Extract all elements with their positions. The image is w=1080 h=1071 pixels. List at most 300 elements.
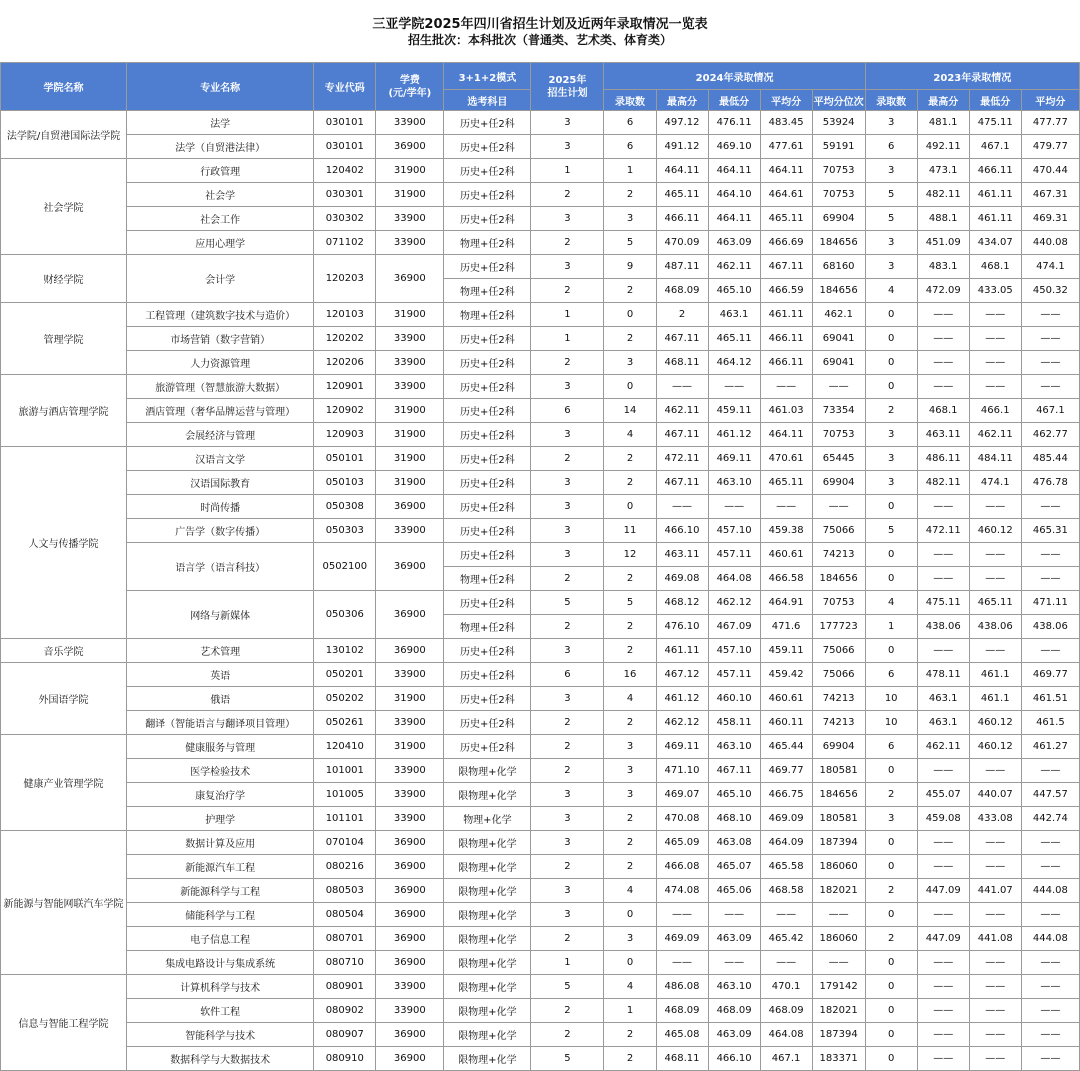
table-row (1, 927, 1080, 951)
avg-score-2024: —— (760, 495, 812, 519)
subject-requirement: 限物理+化学 (444, 951, 531, 975)
avg-score-2023: —— (1021, 759, 1079, 783)
max-score-2024: 469.08 (656, 567, 708, 591)
min-score-2024: 469.10 (708, 135, 760, 159)
tuition-fee: 36900 (376, 951, 444, 975)
min-score-2024: —— (708, 375, 760, 399)
table-row (1, 1023, 1080, 1047)
major-code: 030101 (314, 135, 376, 159)
major-name: 电子信息工程 (127, 927, 314, 951)
table-row (1, 447, 1080, 471)
min-score-2023: —— (969, 951, 1021, 975)
min-score-2023: 484.11 (969, 447, 1021, 471)
avg-score-2024: 465.42 (760, 927, 812, 951)
major-code: 030101 (314, 111, 376, 135)
major-name: 储能科学与工程 (127, 903, 314, 927)
avg-score-2024: 464.91 (760, 591, 812, 615)
major-name: 俄语 (127, 687, 314, 711)
max-score-2023: 451.09 (917, 231, 969, 255)
major-code: 080710 (314, 951, 376, 975)
plan-2025: 2 (531, 351, 604, 375)
subject-requirement: 历史+任2科 (444, 519, 531, 543)
avg-score-2024: 464.09 (760, 831, 812, 855)
avg-score-2023: —— (1021, 495, 1079, 519)
admitted-2023: 6 (865, 135, 917, 159)
table-row (1, 903, 1080, 927)
avg-rank-2024: 69904 (812, 471, 865, 495)
plan-2025: 2 (531, 759, 604, 783)
max-score-2024: 470.09 (656, 231, 708, 255)
max-score-2023: —— (917, 567, 969, 591)
avg-rank-2024: 180581 (812, 807, 865, 831)
admitted-2023: 0 (865, 999, 917, 1023)
avg-rank-2024: 69904 (812, 207, 865, 231)
max-score-2024: 467.11 (656, 423, 708, 447)
plan-2025: 6 (531, 399, 604, 423)
subject-requirement: 历史+任2科 (444, 423, 531, 447)
plan-2025: 3 (531, 831, 604, 855)
avg-score-2023: 465.31 (1021, 519, 1079, 543)
major-code: 101005 (314, 783, 376, 807)
max-score-2023: 492.11 (917, 135, 969, 159)
avg-score-2023: 477.77 (1021, 111, 1079, 135)
table-row (1, 807, 1080, 831)
major-code: 120203 (314, 255, 376, 303)
admitted-2023: 0 (865, 375, 917, 399)
table-row (1, 591, 1080, 615)
subject-requirement: 限物理+化学 (444, 783, 531, 807)
tuition-fee: 36900 (376, 927, 444, 951)
plan-2025: 2 (531, 927, 604, 951)
major-code: 080902 (314, 999, 376, 1023)
col-min-2023: 最低分 (969, 90, 1021, 111)
min-score-2024: 468.09 (708, 999, 760, 1023)
max-score-2024: 491.12 (656, 135, 708, 159)
avg-score-2024: 464.11 (760, 423, 812, 447)
avg-rank-2024: 75066 (812, 663, 865, 687)
max-score-2023: 459.08 (917, 807, 969, 831)
admitted-2023: 2 (865, 927, 917, 951)
admitted-2024: 14 (604, 399, 656, 423)
avg-score-2024: 466.11 (760, 327, 812, 351)
min-score-2024: 469.11 (708, 447, 760, 471)
subject-requirement: 历史+任2科 (444, 687, 531, 711)
avg-score-2023: 461.27 (1021, 735, 1079, 759)
min-score-2023: —— (969, 1047, 1021, 1071)
major-code: 080504 (314, 903, 376, 927)
major-code: 030302 (314, 207, 376, 231)
tuition-fee: 36900 (376, 855, 444, 879)
avg-score-2023: —— (1021, 903, 1079, 927)
major-name: 英语 (127, 663, 314, 687)
min-score-2023: —— (969, 999, 1021, 1023)
table-row (1, 423, 1080, 447)
max-score-2024: 465.08 (656, 1023, 708, 1047)
avg-rank-2024: 74213 (812, 711, 865, 735)
admitted-2024: 11 (604, 519, 656, 543)
major-name: 网络与新媒体 (127, 591, 314, 639)
page-title: 三亚学院2025年四川省招生计划及近两年录取情况一览表 (372, 17, 708, 32)
tuition-fee: 36900 (376, 903, 444, 927)
admitted-2024: 0 (604, 495, 656, 519)
max-score-2023: 472.11 (917, 519, 969, 543)
min-score-2024: —— (708, 903, 760, 927)
avg-rank-2024: 179142 (812, 975, 865, 999)
tuition-fee: 31900 (376, 471, 444, 495)
admitted-2024: 3 (604, 759, 656, 783)
tuition-fee: 31900 (376, 183, 444, 207)
min-score-2024: 457.11 (708, 663, 760, 687)
min-score-2023: 440.07 (969, 783, 1021, 807)
plan-2025: 1 (531, 327, 604, 351)
college-name: 财经学院 (1, 255, 127, 303)
major-code: 120902 (314, 399, 376, 423)
max-score-2023: —— (917, 1023, 969, 1047)
max-score-2023: 478.11 (917, 663, 969, 687)
major-name: 社会工作 (127, 207, 314, 231)
avg-score-2023: —— (1021, 831, 1079, 855)
tuition-fee: 33900 (376, 351, 444, 375)
avg-score-2023: 461.51 (1021, 687, 1079, 711)
major-code: 080503 (314, 879, 376, 903)
max-score-2023: —— (917, 855, 969, 879)
avg-rank-2024: 53924 (812, 111, 865, 135)
tuition-fee: 31900 (376, 447, 444, 471)
admitted-2024: 2 (604, 639, 656, 663)
major-code: 120402 (314, 159, 376, 183)
avg-score-2023: 469.31 (1021, 207, 1079, 231)
avg-score-2023: 485.44 (1021, 447, 1079, 471)
tuition-fee: 36900 (376, 135, 444, 159)
max-score-2023: 463.11 (917, 423, 969, 447)
avg-score-2024: 464.61 (760, 183, 812, 207)
min-score-2023: 438.06 (969, 615, 1021, 639)
avg-rank-2024: 59191 (812, 135, 865, 159)
subject-requirement: 限物理+化学 (444, 831, 531, 855)
major-code: 080701 (314, 927, 376, 951)
major-name: 旅游管理（智慧旅游大数据） (127, 375, 314, 399)
avg-score-2024: 466.69 (760, 231, 812, 255)
plan-2025: 5 (531, 1047, 604, 1071)
college-name: 法学院/自贸港国际法学院 (1, 111, 127, 159)
subject-requirement: 历史+任2科 (444, 735, 531, 759)
subject-requirement: 物理+化学 (444, 807, 531, 831)
subject-requirement: 历史+任2科 (444, 663, 531, 687)
max-score-2023: 462.11 (917, 735, 969, 759)
tuition-fee: 36900 (376, 639, 444, 663)
avg-score-2023: 461.5 (1021, 711, 1079, 735)
min-score-2024: 457.11 (708, 543, 760, 567)
subject-requirement: 物理+任2科 (444, 279, 531, 303)
plan-2025: 3 (531, 255, 604, 279)
admitted-2023: 0 (865, 975, 917, 999)
admitted-2023: 0 (865, 831, 917, 855)
max-score-2024: 2 (656, 303, 708, 327)
max-score-2023: 447.09 (917, 927, 969, 951)
avg-score-2023: —— (1021, 1023, 1079, 1047)
avg-score-2023: —— (1021, 951, 1079, 975)
avg-rank-2024: 184656 (812, 567, 865, 591)
table-body (1, 111, 1080, 1071)
min-score-2024: 463.09 (708, 1023, 760, 1047)
table-row (1, 975, 1080, 999)
plan-2025: 2 (531, 567, 604, 591)
min-score-2024: 464.11 (708, 159, 760, 183)
avg-rank-2024: 182021 (812, 999, 865, 1023)
plan-2025: 2 (531, 711, 604, 735)
max-score-2023: 486.11 (917, 447, 969, 471)
table-row (1, 159, 1080, 183)
title-block (0, 0, 1080, 62)
subject-requirement: 历史+任2科 (444, 255, 531, 279)
max-score-2024: —— (656, 375, 708, 399)
avg-rank-2024: 73354 (812, 399, 865, 423)
min-score-2024: 459.11 (708, 399, 760, 423)
plan-2025: 2 (531, 999, 604, 1023)
avg-score-2024: 468.09 (760, 999, 812, 1023)
major-code: 130102 (314, 639, 376, 663)
min-score-2024: 476.11 (708, 111, 760, 135)
plan-2025: 2 (531, 279, 604, 303)
admitted-2024: 0 (604, 903, 656, 927)
avg-score-2024: 466.75 (760, 783, 812, 807)
admitted-2024: 2 (604, 807, 656, 831)
subject-requirement: 历史+任2科 (444, 399, 531, 423)
admitted-2024: 2 (604, 855, 656, 879)
min-score-2023: —— (969, 831, 1021, 855)
min-score-2024: 462.11 (708, 255, 760, 279)
major-name: 工程管理（建筑数字技术与造价） (127, 303, 314, 327)
header-row-1 (1, 63, 1080, 90)
admitted-2024: 2 (604, 471, 656, 495)
admitted-2024: 16 (604, 663, 656, 687)
admitted-2024: 2 (604, 279, 656, 303)
major-code: 050103 (314, 471, 376, 495)
table-row (1, 951, 1080, 975)
max-score-2024: 474.08 (656, 879, 708, 903)
min-score-2024: 463.10 (708, 735, 760, 759)
tuition-fee: 31900 (376, 303, 444, 327)
admitted-2024: 2 (604, 567, 656, 591)
college-name: 管理学院 (1, 303, 127, 375)
col-admitted-2023: 录取数 (865, 90, 917, 111)
max-score-2023: 463.1 (917, 687, 969, 711)
admitted-2023: 0 (865, 951, 917, 975)
tuition-fee: 33900 (376, 207, 444, 231)
subject-requirement: 限物理+化学 (444, 903, 531, 927)
college-name: 人文与传播学院 (1, 447, 127, 639)
min-score-2024: 464.10 (708, 183, 760, 207)
min-score-2023: 460.12 (969, 711, 1021, 735)
admitted-2023: 0 (865, 327, 917, 351)
avg-score-2024: 469.09 (760, 807, 812, 831)
admitted-2023: 5 (865, 519, 917, 543)
max-score-2023: 481.1 (917, 111, 969, 135)
min-score-2024: 466.10 (708, 1047, 760, 1071)
admitted-2023: 6 (865, 663, 917, 687)
avg-score-2024: 465.11 (760, 207, 812, 231)
admitted-2023: 0 (865, 759, 917, 783)
tuition-fee: 33900 (376, 711, 444, 735)
max-score-2024: 466.08 (656, 855, 708, 879)
major-name: 市场营销（数字营销） (127, 327, 314, 351)
avg-score-2024: 465.44 (760, 735, 812, 759)
admitted-2023: 0 (865, 1023, 917, 1047)
avg-score-2023: —— (1021, 975, 1079, 999)
admitted-2024: 1 (604, 999, 656, 1023)
major-code: 080910 (314, 1047, 376, 1071)
min-score-2024: 463.10 (708, 975, 760, 999)
college-name: 信息与智能工程学院 (1, 975, 127, 1071)
major-name: 翻译（智能语言与翻译项目管理） (127, 711, 314, 735)
table-row (1, 183, 1080, 207)
major-code: 050201 (314, 663, 376, 687)
max-score-2024: 467.12 (656, 663, 708, 687)
subject-requirement: 物理+任2科 (444, 303, 531, 327)
avg-rank-2024: 184656 (812, 279, 865, 303)
avg-score-2024: 460.11 (760, 711, 812, 735)
max-score-2024: 462.12 (656, 711, 708, 735)
major-name: 酒店管理（奢华品牌运营与管理） (127, 399, 314, 423)
max-score-2024: 471.10 (656, 759, 708, 783)
major-code: 120206 (314, 351, 376, 375)
max-score-2024: 465.09 (656, 831, 708, 855)
avg-score-2023: —— (1021, 327, 1079, 351)
max-score-2024: 462.11 (656, 399, 708, 423)
avg-rank-2024: 70753 (812, 159, 865, 183)
admitted-2024: 5 (604, 231, 656, 255)
max-score-2024: 468.12 (656, 591, 708, 615)
max-score-2023: —— (917, 975, 969, 999)
table-row (1, 351, 1080, 375)
min-score-2024: 465.10 (708, 783, 760, 807)
subject-requirement: 限物理+化学 (444, 855, 531, 879)
plan-2025: 5 (531, 591, 604, 615)
table-row (1, 735, 1080, 759)
avg-rank-2024: —— (812, 903, 865, 927)
major-code: 120903 (314, 423, 376, 447)
table-row (1, 783, 1080, 807)
major-code: 050308 (314, 495, 376, 519)
avg-score-2024: 470.1 (760, 975, 812, 999)
col-mode: 3+1+2模式 (444, 63, 531, 90)
min-score-2023: 468.1 (969, 255, 1021, 279)
avg-score-2024: 461.11 (760, 303, 812, 327)
subject-requirement: 历史+任2科 (444, 327, 531, 351)
admitted-2023: 3 (865, 447, 917, 471)
avg-score-2023: —— (1021, 351, 1079, 375)
admitted-2024: 0 (604, 375, 656, 399)
admitted-2024: 0 (604, 951, 656, 975)
avg-score-2024: 467.11 (760, 255, 812, 279)
tuition-fee: 31900 (376, 399, 444, 423)
avg-score-2023: 479.77 (1021, 135, 1079, 159)
admitted-2024: 12 (604, 543, 656, 567)
tuition-fee: 36900 (376, 1023, 444, 1047)
subject-requirement: 历史+任2科 (444, 495, 531, 519)
admitted-2023: 0 (865, 903, 917, 927)
admitted-2023: 6 (865, 735, 917, 759)
table-row (1, 999, 1080, 1023)
major-code: 050306 (314, 591, 376, 639)
plan-2025: 2 (531, 615, 604, 639)
min-score-2023: —— (969, 1023, 1021, 1047)
major-code: 080216 (314, 855, 376, 879)
table-row (1, 207, 1080, 231)
min-score-2023: 466.1 (969, 399, 1021, 423)
max-score-2023: 463.1 (917, 711, 969, 735)
avg-rank-2024: 183371 (812, 1047, 865, 1071)
col-avg-2024: 平均分 (760, 90, 812, 111)
max-score-2024: 487.11 (656, 255, 708, 279)
admitted-2023: 2 (865, 399, 917, 423)
admitted-2023: 3 (865, 231, 917, 255)
plan-2025: 2 (531, 735, 604, 759)
plan-2025: 5 (531, 975, 604, 999)
avg-score-2024: —— (760, 375, 812, 399)
plan-2025: 3 (531, 423, 604, 447)
col-code: 专业代码 (314, 63, 376, 111)
avg-score-2023: —— (1021, 999, 1079, 1023)
max-score-2023: —— (917, 303, 969, 327)
min-score-2023: 433.08 (969, 807, 1021, 831)
plan-2025: 6 (531, 663, 604, 687)
tuition-fee: 33900 (376, 327, 444, 351)
max-score-2023: —— (917, 831, 969, 855)
min-score-2023: 462.11 (969, 423, 1021, 447)
major-code: 050101 (314, 447, 376, 471)
admitted-2023: 1 (865, 615, 917, 639)
max-score-2024: 461.12 (656, 687, 708, 711)
college-name: 社会学院 (1, 159, 127, 255)
plan-2025: 3 (531, 543, 604, 567)
avg-rank-2024: 462.1 (812, 303, 865, 327)
avg-score-2023: —— (1021, 1047, 1079, 1071)
avg-score-2024: —— (760, 903, 812, 927)
major-code: 071102 (314, 231, 376, 255)
plan-2025: 2 (531, 855, 604, 879)
subject-requirement: 历史+任2科 (444, 375, 531, 399)
admitted-2023: 5 (865, 183, 917, 207)
college-name: 外国语学院 (1, 663, 127, 735)
major-code: 050261 (314, 711, 376, 735)
admitted-2024: 2 (604, 1023, 656, 1047)
max-score-2023: 438.06 (917, 615, 969, 639)
min-score-2024: 465.11 (708, 327, 760, 351)
avg-rank-2024: 180581 (812, 759, 865, 783)
college-name: 音乐学院 (1, 639, 127, 663)
table-row (1, 495, 1080, 519)
admitted-2024: 2 (604, 615, 656, 639)
admitted-2024: 6 (604, 135, 656, 159)
min-score-2024: 463.09 (708, 231, 760, 255)
tuition-fee: 36900 (376, 495, 444, 519)
avg-score-2023: —— (1021, 639, 1079, 663)
min-score-2024: 463.10 (708, 471, 760, 495)
min-score-2023: 461.1 (969, 687, 1021, 711)
avg-score-2023: —— (1021, 375, 1079, 399)
admitted-2023: 0 (865, 351, 917, 375)
subject-requirement: 限物理+化学 (444, 1047, 531, 1071)
col-subjects: 选考科目 (444, 90, 531, 111)
min-score-2024: 457.10 (708, 519, 760, 543)
max-score-2024: 464.11 (656, 159, 708, 183)
min-score-2023: —— (969, 375, 1021, 399)
admitted-2023: 3 (865, 423, 917, 447)
table-row (1, 855, 1080, 879)
subject-requirement: 限物理+化学 (444, 999, 531, 1023)
min-score-2023: —— (969, 975, 1021, 999)
